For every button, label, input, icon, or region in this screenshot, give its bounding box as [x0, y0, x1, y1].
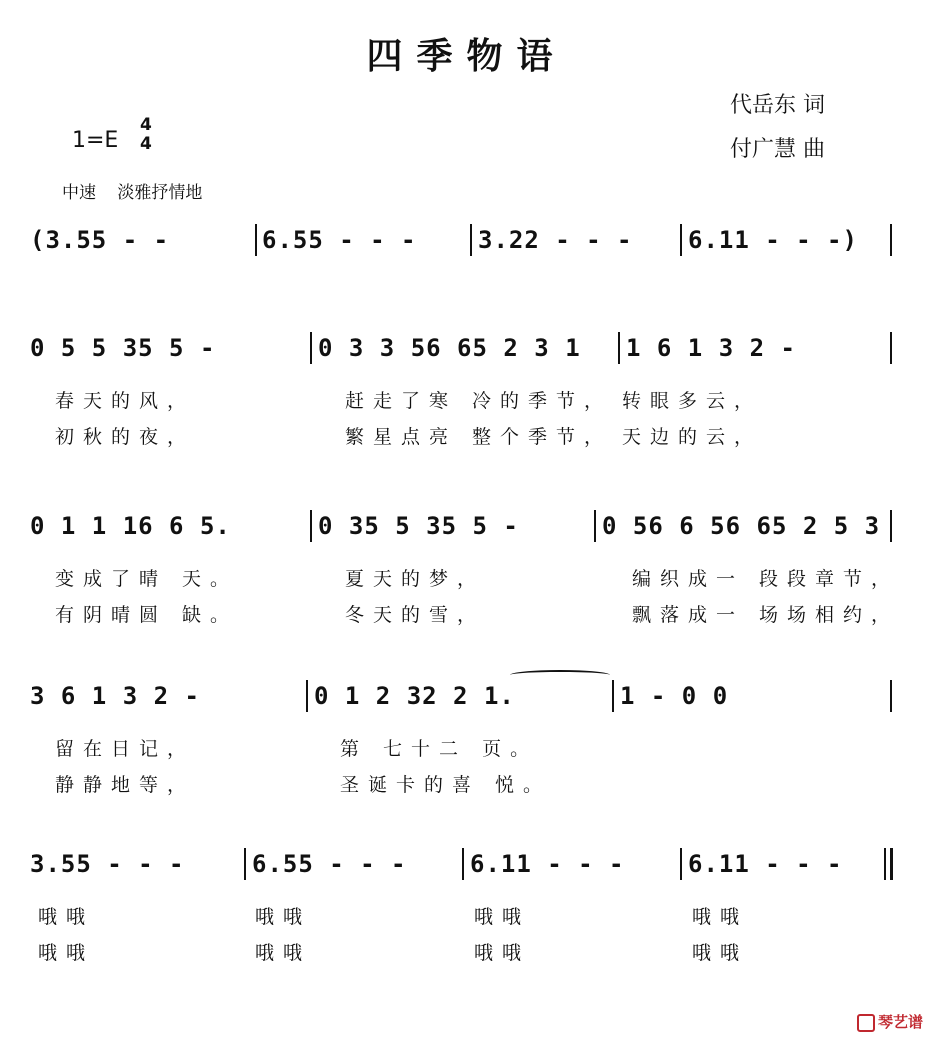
- time-sig-bottom: 4: [140, 134, 152, 154]
- lyric-v2: 静静地等，: [55, 774, 196, 796]
- lyric-v1: 转眼多云，: [622, 390, 763, 412]
- lyricist-credit: 代岳东 词: [730, 93, 825, 118]
- logo-icon: [857, 1014, 875, 1032]
- barline: [470, 224, 472, 256]
- measure-4: 6.11 - - -): [688, 226, 858, 254]
- barline: [255, 224, 257, 256]
- barline: [680, 224, 682, 256]
- barline: [618, 332, 620, 364]
- barline: [462, 848, 464, 880]
- lyric-v2: 繁星点亮 整个季节，: [345, 426, 613, 448]
- lyric-v1: 春天的风，: [55, 390, 196, 412]
- measure-14: 3.55 - - -: [30, 850, 185, 878]
- final-barline-thin: [884, 848, 886, 880]
- lyric-v1: 哦哦: [474, 906, 531, 928]
- lyric-v2: 有阴晴圆 缺。: [55, 604, 239, 626]
- time-signature: [140, 116, 152, 154]
- key-label: 1=E: [72, 128, 119, 153]
- measure-7: 1 6 1 3 2 -: [626, 334, 796, 362]
- lyric-v2: 哦哦: [474, 942, 531, 964]
- measure-15: 6.55 - - -: [252, 850, 407, 878]
- lyric-v1: 赶走了寒 冷的季节，: [345, 390, 613, 412]
- system-ending: [0, 846, 933, 976]
- barline: [890, 510, 892, 542]
- measure-10: 0 56 6 56 65 2 5 3: [602, 512, 881, 540]
- measure-8: 0 1 1 16 6 5.: [30, 512, 231, 540]
- measure-1: (3.55 - -: [30, 226, 170, 254]
- tempo-expression: 淡雅抒情地: [117, 183, 203, 203]
- system-3: [0, 508, 933, 638]
- measure-17: 6.11 - - -: [688, 850, 843, 878]
- lyric-v1: 第 七十二 页。: [340, 738, 539, 760]
- measure-5: 0 5 5 35 5 -: [30, 334, 216, 362]
- system-2: [0, 330, 933, 460]
- system-intro: [0, 222, 933, 262]
- barline: [612, 680, 614, 712]
- tempo-speed: 中速: [62, 183, 96, 203]
- composer-credit: 付广慧 曲: [730, 137, 825, 162]
- tie: [510, 670, 610, 680]
- measure-6: 0 3 3 56 65 2 3 1: [318, 334, 581, 362]
- lyric-v1: 哦哦: [692, 906, 749, 928]
- measure-16: 6.11 - - -: [470, 850, 625, 878]
- site-logo: [857, 1011, 923, 1032]
- key-signature: [72, 128, 118, 153]
- final-barline-thick: [890, 848, 893, 880]
- measure-2: 6.55 - - -: [262, 226, 417, 254]
- lyric-v1: 编织成一 段段章节，: [632, 568, 900, 590]
- lyric-v1: 哦哦: [255, 906, 312, 928]
- lyric-v1: 哦哦: [38, 906, 95, 928]
- measure-9: 0 35 5 35 5 -: [318, 512, 519, 540]
- lyric-v1: 留在日记，: [55, 738, 196, 760]
- barline: [244, 848, 246, 880]
- barline: [890, 680, 892, 712]
- barline: [306, 680, 308, 712]
- lyric-v2: 冬天的雪，: [345, 604, 486, 626]
- barline: [594, 510, 596, 542]
- lyric-v2: 哦哦: [38, 942, 95, 964]
- system-4: [0, 678, 933, 808]
- lyric-v2: 圣诞卡的喜 悦。: [340, 774, 552, 796]
- measure-11: 3 6 1 3 2 -: [30, 682, 200, 710]
- tempo-marking: [62, 178, 218, 203]
- measure-3: 3.22 - - -: [478, 226, 633, 254]
- measure-12: 0 1 2 32 2 1.: [314, 682, 515, 710]
- lyric-v2: 飘落成一 场场相约，: [632, 604, 900, 626]
- barline: [310, 332, 312, 364]
- lyric-v2: 哦哦: [692, 942, 749, 964]
- time-sig-top: 4: [140, 115, 152, 135]
- barline: [680, 848, 682, 880]
- barline: [890, 224, 892, 256]
- lyric-v1: 夏天的梦，: [345, 568, 486, 590]
- logo-text: 琴艺谱: [877, 1013, 923, 1031]
- song-title: 四季物语: [366, 36, 567, 77]
- lyric-v2: 天边的云，: [622, 426, 763, 448]
- lyric-v2: 初秋的夜，: [55, 426, 196, 448]
- measure-13: 1 - 0 0: [620, 682, 729, 710]
- barline: [310, 510, 312, 542]
- lyric-v2: 哦哦: [255, 942, 312, 964]
- lyric-v1: 变成了晴 天。: [55, 568, 239, 590]
- barline: [890, 332, 892, 364]
